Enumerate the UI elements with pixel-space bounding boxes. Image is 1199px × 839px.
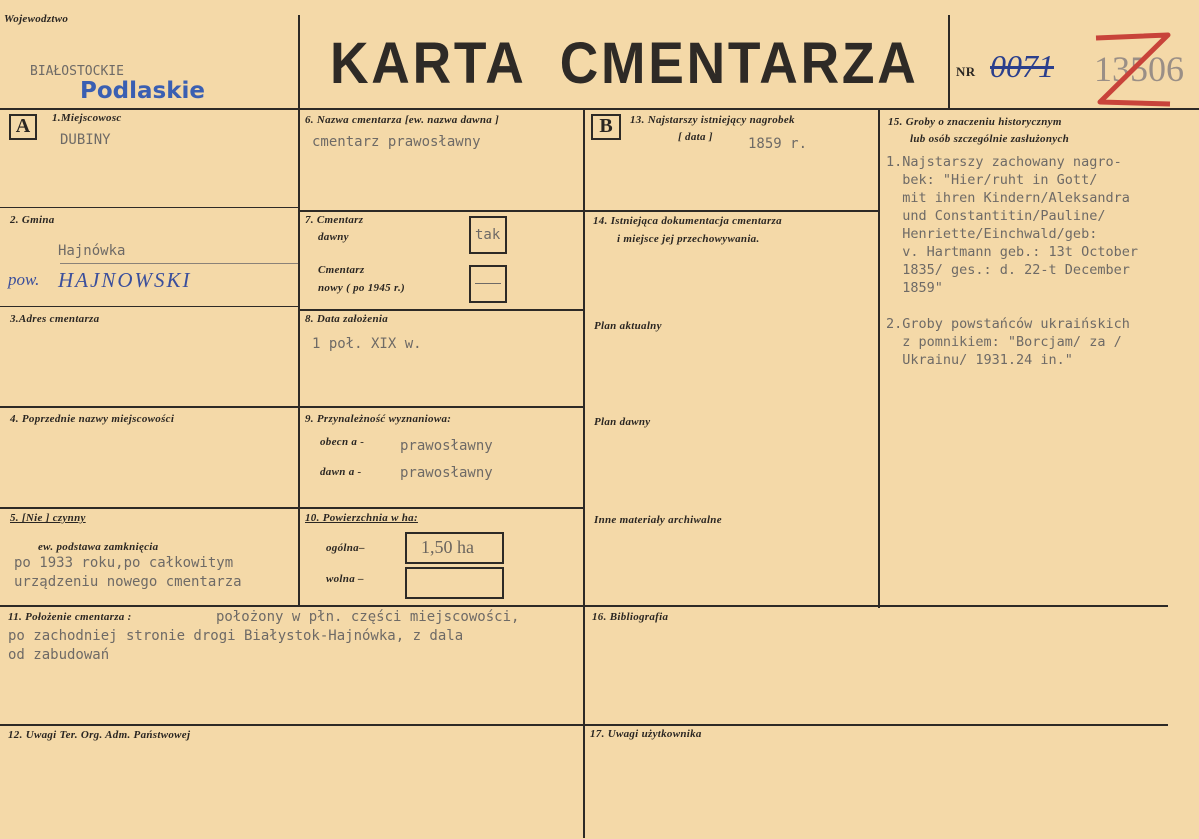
section-a-letter: A <box>15 115 31 137</box>
field-7-nowy-label: Cmentarz <box>318 264 365 276</box>
field-14-label: 14. Istniejąca dokumentacja cmentarza <box>593 215 782 227</box>
section-b-letter: B <box>599 115 613 137</box>
inne-materialy-label: Inne materiały archiwalne <box>594 514 722 526</box>
divider <box>298 309 584 311</box>
divider <box>0 406 584 408</box>
field-9-obecna: prawosławny <box>400 438 493 454</box>
wojewodztwo-typed: BIAŁOSTOCKIE <box>30 64 124 79</box>
field-11-value-line1: położony w płn. części miejscowości, <box>216 609 520 625</box>
field-5-sub: ew. podstawa zamknięcia <box>38 541 159 553</box>
dawny-checkbox <box>469 216 507 254</box>
nr-value: 0071 <box>990 48 1054 84</box>
field-9-label: 9. Przynależność wyznaniowa: <box>305 413 452 425</box>
ogolna-box <box>405 532 504 564</box>
field-17-label: 17. Uwagi użytkownika <box>590 728 702 740</box>
divider <box>0 507 584 509</box>
divider <box>0 207 298 208</box>
divider <box>878 108 880 608</box>
plan-dawny-label: Plan dawny <box>594 416 651 428</box>
field-1-value: DUBINY <box>60 132 111 148</box>
wojewodztwo-stamp: Podlaskie <box>80 78 205 104</box>
divider <box>948 15 950 110</box>
dawny-value: tak <box>475 227 501 243</box>
field-5-label: 5. [Nie ] czynny <box>10 512 86 524</box>
field-15-sub: lub osób szczególnie zasłużonych <box>910 133 1070 145</box>
field-9-dawna: prawosławny <box>400 465 493 481</box>
field-8-value: 1 poł. XIX w. <box>312 336 422 352</box>
divider <box>0 306 298 307</box>
dash-mark <box>475 283 501 284</box>
divider <box>0 605 1168 607</box>
field-6-value: cmentarz prawosławny <box>312 134 481 150</box>
field-15-label: 15. Groby o znaczeniu historycznym <box>888 116 1062 128</box>
field-11-value: po zachodniej stronie drogi Białystok-Hajnówka, z dala od zabudowań <box>8 628 464 663</box>
field-9-obecna-label: obecn a - <box>320 436 365 448</box>
section-a-box <box>9 114 37 140</box>
powiat-value: HAJNOWSKI <box>58 268 192 292</box>
field-14-sub: i miejsce jej przechowywania. <box>617 233 760 245</box>
divider <box>60 263 298 264</box>
divider <box>0 108 1199 110</box>
field-6-label: 6. Nazwa cmentarza [ew. nazwa dawna ] <box>305 114 500 126</box>
field-13-value: 1859 r. <box>748 136 808 152</box>
field-15-value: 1.Najstarszy zachowany nagro- bek: "Hier/ruht in Gott/ mit ihren Kindern/Aleksandra und Constantitin/Pauline/ Henriette/Einchwald/geb: v. Hartmann geb.: 13t October 1835/ ges.: d. 22-t December 1859" 2.Groby powstańców ukraińskich z pomnikiem: "Borcjam/ za / Ukrainu/ 1931.24 in." <box>886 154 1138 368</box>
ogolna-value: 1,50 ha <box>421 537 474 557</box>
field-2-value: Hajnówka <box>58 243 126 259</box>
field-7-dawny: dawny <box>318 231 349 243</box>
field-8-label: 8. Data założenia <box>305 313 389 325</box>
wolna-box <box>405 567 504 599</box>
field-9-dawna-label: dawn a - <box>320 466 362 478</box>
divider <box>583 108 585 838</box>
nr-value-new: 13506 <box>1094 49 1184 89</box>
field-1-label: 1.Miejscowosc <box>52 112 122 124</box>
field-10-ogolna-label: ogólna– <box>326 542 365 554</box>
field-13-sub: [ data ] <box>678 131 713 143</box>
red-z-mark <box>1090 32 1175 110</box>
field-5-value: po 1933 roku,po całkowitym urządzeniu nowego cmentarza <box>14 555 242 590</box>
field-2-label: 2. Gmina <box>10 214 55 226</box>
field-3-label: 3.Adres cmentarza <box>10 313 100 325</box>
divider <box>0 724 1168 726</box>
field-11-label: 11. Położenie cmentarza : <box>8 611 132 623</box>
field-7-label: 7. Cmentarz <box>305 214 364 226</box>
field-13-label: 13. Najstarszy istniejący nagrobek <box>630 114 795 126</box>
field-4-label: 4. Poprzednie nazwy miejscowości <box>10 413 175 425</box>
wojewodztwo-label: Wojewodztwo <box>4 13 69 25</box>
divider <box>298 210 878 212</box>
field-16-label: 16. Bibliografia <box>592 611 669 623</box>
powiat-label: pow. <box>8 270 40 289</box>
field-10-wolna-label: wolna – <box>326 573 364 585</box>
field-12-label: 12. Uwagi Ter. Org. Adm. Państwowej <box>8 729 191 741</box>
nowy-checkbox <box>469 265 507 303</box>
card-title: KARTA CMENTARZA <box>330 31 919 96</box>
nr-label: NR <box>956 64 976 79</box>
section-b-box <box>591 114 621 140</box>
plan-aktualny-label: Plan aktualny <box>594 320 662 332</box>
field-7-nowy: nowy ( po 1945 r.) <box>318 282 405 294</box>
field-10-label: 10. Powierzchnia w ha: <box>305 512 418 524</box>
